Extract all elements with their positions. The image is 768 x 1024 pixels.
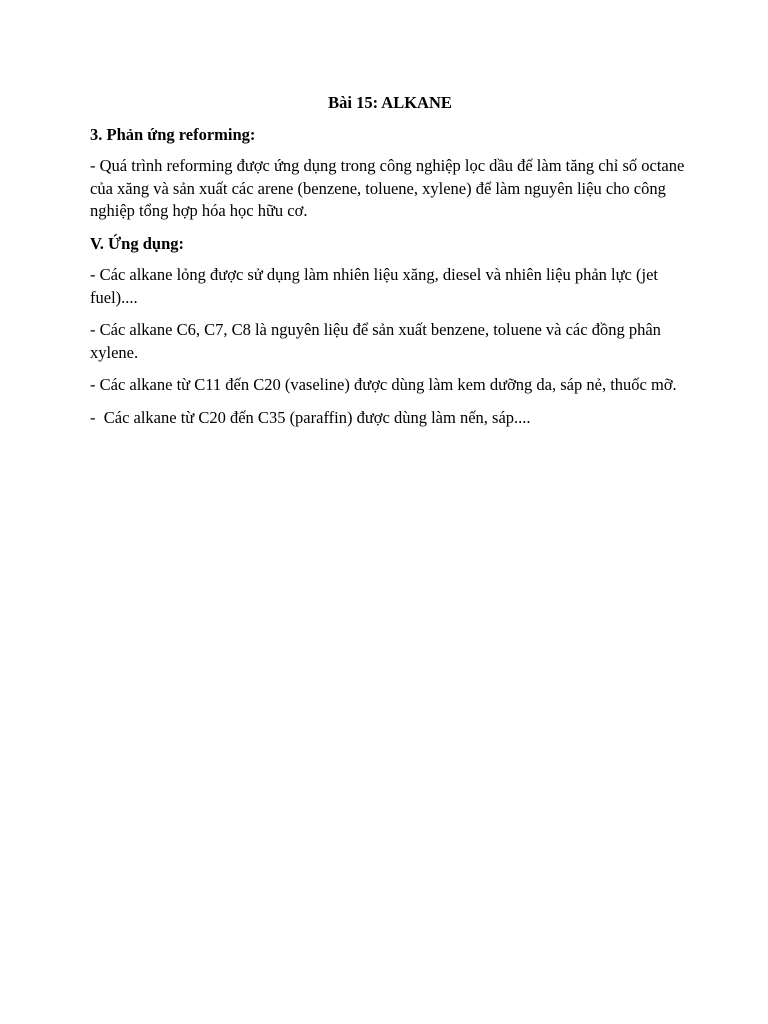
section-reforming — [90, 124, 690, 223]
paragraph-applications-1: - Các alkane lỏng được sử dụng làm nhiên liệu xăng, diesel và nhiên liệu phản lực (jet fuel).... — [90, 265, 658, 307]
paragraph-applications-2: - Các alkane C6, C7, C8 là nguyên liệu để sản xuất benzene, toluene và các đồng phân xylene. — [90, 320, 661, 362]
paragraph-applications-4: - Các alkane từ C20 đến C35 (paraffin) được dùng làm nến, sáp.... — [90, 407, 531, 427]
document-title: Bài 15: ALKANE — [328, 93, 452, 112]
section-heading-applications: V. Ứng dụng: — [90, 233, 184, 253]
paragraph-reforming-1: - Quá trình reforming được ứng dụng trong công nghiệp lọc dầu để làm tăng chỉ số octane của xăng và sản xuất các arene (benzene, toluene, xylene) để làm nguyên liệu cho công nghiệp tổng hợp hóa học hữu cơ. — [90, 156, 685, 220]
section-applications — [90, 233, 690, 430]
paragraph-applications-3: - Các alkane từ C11 đến C20 (vaseline) được dùng làm kem dưỡng da, sáp nẻ, thuốc mỡ. — [90, 375, 677, 394]
document-page — [90, 92, 690, 439]
section-heading-reforming: 3. Phản ứng reforming: — [90, 124, 256, 144]
